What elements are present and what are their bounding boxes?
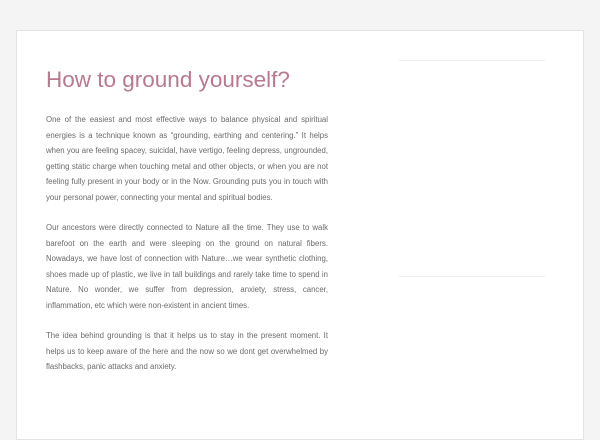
sidebar-divider-top — [399, 60, 545, 61]
sidebar-divider-bottom — [399, 276, 545, 277]
article-title: How to ground yourself? — [46, 67, 290, 92]
content-card — [16, 30, 584, 440]
article-paragraph-1: One of the easiest and most effective ways to balance physical and spiritual energies is a technique known as “grounding, earthing and centering.” It helps when you are feeling spacey, suicidal, have vertigo, feeling depress, ungrounded, getting static charge when touching metal and other objects, or when you are not feeling fully present in your body or in the Now. Grounding puts you in touch with your personal power, connecting your mental and spiritual bodies. — [46, 115, 328, 202]
article — [46, 67, 328, 375]
article-paragraph-3: The idea behind grounding is that it helps us to stay in the present moment. It helps us to keep aware of the here and the now so we dont get overwhelmed by flashbacks, panic attacks and anxiety. — [46, 331, 328, 371]
article-paragraph-2: Our ancestors were directly connected to Nature all the time. They use to walk barefoot on the earth and were sleeping on the ground on natural fibers. Nowadays, we have lost of connection with Nature…we wear synthetic clothing, shoes made up of plastic, we live in tall buildings and rarely take time to spend in Nature. No wonder, we suffer from depression, anxiety, stress, cancer, inflammation, etc which were non-existent in ancient times. — [46, 223, 328, 310]
